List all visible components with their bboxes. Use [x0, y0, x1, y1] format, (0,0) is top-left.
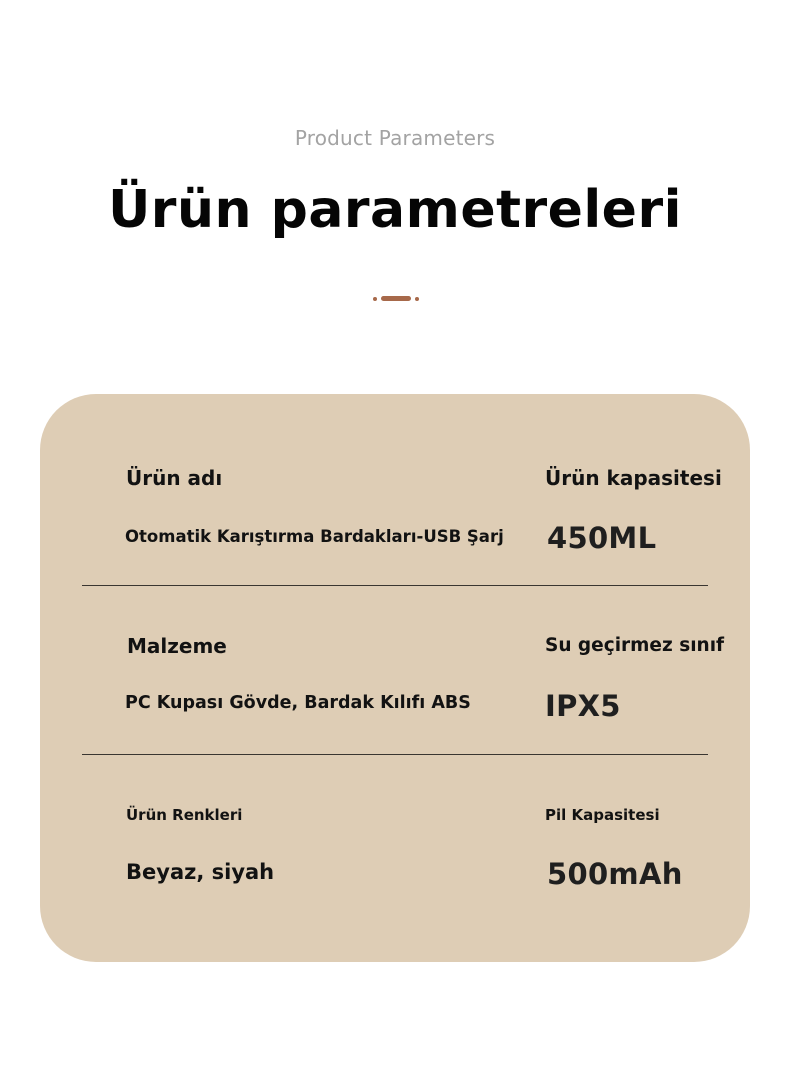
- product-name-label: Ürün adı: [126, 466, 223, 490]
- row-separator: [82, 754, 708, 755]
- page-title: Ürün parametreleri: [108, 180, 682, 240]
- waterproof-class-value: IPX5: [545, 689, 621, 723]
- section-subtitle: Product Parameters: [294, 126, 496, 150]
- parameters-card: [40, 394, 750, 962]
- ornament-dot-right: [415, 297, 419, 301]
- ornament-dot-left: [373, 297, 377, 301]
- product-capacity-label: Ürün kapasitesi: [545, 466, 722, 490]
- product-capacity-value: 450ML: [547, 521, 657, 555]
- waterproof-class-label: Su geçirmez sınıf: [545, 635, 725, 656]
- row-separator: [82, 585, 708, 586]
- material-value: PC Kupası Gövde, Bardak Kılıfı ABS: [125, 693, 471, 713]
- product-name-value: Otomatik Karıştırma Bardakları-USB Şarj: [125, 527, 504, 546]
- product-colors-label: Ürün Renkleri: [126, 806, 243, 824]
- battery-capacity-label: Pil Kapasitesi: [545, 806, 660, 824]
- ornament-bar: [381, 296, 411, 301]
- title-divider-ornament: [373, 296, 419, 301]
- battery-capacity-value: 500mAh: [547, 857, 683, 891]
- product-colors-value: Beyaz, siyah: [126, 860, 275, 884]
- material-label: Malzeme: [127, 634, 227, 658]
